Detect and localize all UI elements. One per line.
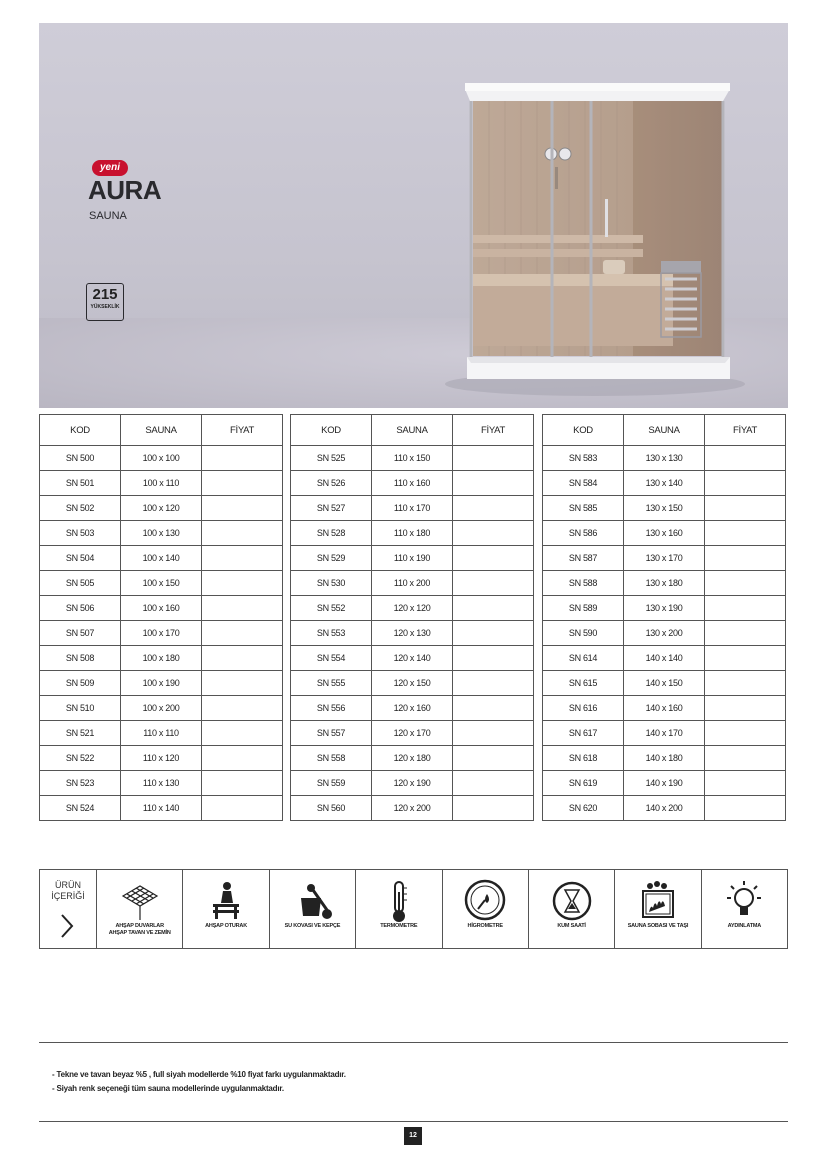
feature-label-line2: AHŞAP TAVAN VE ZEMİN: [108, 930, 171, 936]
hourglass-icon: [547, 876, 597, 926]
product-contents-bar: [39, 869, 788, 949]
height-label: YÜKSEKLİK: [90, 304, 120, 310]
chevron-right-icon: [60, 913, 74, 939]
header-kod: KOD: [40, 415, 121, 446]
cell-kod: SN 500: [40, 446, 121, 471]
cell-sauna: 140 x 170: [624, 721, 705, 746]
table-row: [40, 546, 283, 571]
divider-top: [39, 1042, 788, 1043]
cell-fiyat: [705, 596, 786, 621]
cell-kod: SN 554: [291, 646, 372, 671]
cell-kod: SN 617: [543, 721, 624, 746]
cell-fiyat: [202, 496, 283, 521]
feature-label-line1: SAUNA SOBASI VE TAŞI: [627, 923, 689, 929]
cell-kod: SN 526: [291, 471, 372, 496]
cell-sauna: 110 x 180: [372, 521, 453, 546]
feature-bench: [182, 870, 268, 948]
divider-bottom: [39, 1121, 788, 1122]
cell-fiyat: [453, 596, 534, 621]
cell-fiyat: [705, 721, 786, 746]
table-row: [40, 496, 283, 521]
cell-kod: SN 530: [291, 571, 372, 596]
cell-sauna: 100 x 170: [121, 621, 202, 646]
cell-fiyat: [202, 721, 283, 746]
cell-sauna: 110 x 140: [121, 796, 202, 821]
cell-kod: SN 505: [40, 571, 121, 596]
cell-kod: SN 508: [40, 646, 121, 671]
table-row: [40, 671, 283, 696]
cell-kod: SN 585: [543, 496, 624, 521]
table-row: [291, 471, 534, 496]
cell-sauna: 130 x 190: [624, 596, 705, 621]
cell-kod: SN 506: [40, 596, 121, 621]
sauna-cabin-illustration: [425, 79, 745, 408]
cell-fiyat: [705, 771, 786, 796]
header-kod: KOD: [291, 415, 372, 446]
cell-sauna: 120 x 140: [372, 646, 453, 671]
table-row: [291, 721, 534, 746]
cell-fiyat: [202, 771, 283, 796]
table-row: [543, 521, 786, 546]
cell-sauna: 140 x 140: [624, 646, 705, 671]
table-row: [40, 621, 283, 646]
cell-sauna: 110 x 120: [121, 746, 202, 771]
cell-kod: SN 502: [40, 496, 121, 521]
wood-panel-icon: [115, 876, 165, 926]
header-kod: KOD: [543, 415, 624, 446]
cell-sauna: 100 x 150: [121, 571, 202, 596]
cell-kod: SN 528: [291, 521, 372, 546]
table-row: [543, 771, 786, 796]
cell-sauna: 130 x 160: [624, 521, 705, 546]
cell-kod: SN 588: [543, 571, 624, 596]
bucket-ladle-icon: [287, 876, 337, 926]
header-sauna: SAUNA: [121, 415, 202, 446]
cell-sauna: 120 x 200: [372, 796, 453, 821]
table-row: [543, 696, 786, 721]
note-line-2: - Siyah renk seçeneği tüm sauna modellerinde uygulanmaktadır.: [52, 1084, 284, 1093]
cell-sauna: 110 x 170: [372, 496, 453, 521]
feature-label-line1: SU KOVASI VE KEPÇE: [284, 923, 341, 929]
cell-fiyat: [202, 696, 283, 721]
cell-kod: SN 525: [291, 446, 372, 471]
feature-label-line1: KUM SAATİ: [557, 923, 586, 929]
bench-icon: [201, 876, 251, 926]
cell-sauna: 130 x 150: [624, 496, 705, 521]
table-row: [40, 521, 283, 546]
product-contents-heading: [40, 870, 96, 948]
product-title: AURA: [88, 175, 162, 205]
cell-kod: SN 552: [291, 596, 372, 621]
cell-kod: SN 522: [40, 746, 121, 771]
cell-fiyat: [453, 621, 534, 646]
cell-kod: SN 523: [40, 771, 121, 796]
cell-sauna: 140 x 150: [624, 671, 705, 696]
table-row: [291, 546, 534, 571]
cell-fiyat: [705, 796, 786, 821]
page-number: 12: [404, 1127, 422, 1145]
cell-kod: SN 504: [40, 546, 121, 571]
cell-kod: SN 590: [543, 621, 624, 646]
cell-sauna: 100 x 200: [121, 696, 202, 721]
cell-sauna: 130 x 200: [624, 621, 705, 646]
cell-kod: SN 529: [291, 546, 372, 571]
cell-sauna: 120 x 130: [372, 621, 453, 646]
cell-kod: SN 589: [543, 596, 624, 621]
feature-hourglass: [528, 870, 614, 948]
table-row: [291, 771, 534, 796]
cell-sauna: 130 x 140: [624, 471, 705, 496]
cell-sauna: 110 x 200: [372, 571, 453, 596]
cell-fiyat: [202, 521, 283, 546]
table-row: [291, 496, 534, 521]
cell-kod: SN 616: [543, 696, 624, 721]
table-row: [543, 721, 786, 746]
feature-label-line1: AHŞAP OTURAK: [205, 923, 247, 929]
cell-sauna: 100 x 110: [121, 471, 202, 496]
cell-sauna: 100 x 140: [121, 546, 202, 571]
feature-label-line1: TERMOMETRE: [380, 923, 418, 929]
cell-fiyat: [202, 596, 283, 621]
cell-fiyat: [705, 696, 786, 721]
cell-kod: SN 524: [40, 796, 121, 821]
hygrometer-icon: [460, 876, 510, 926]
table-row: [543, 496, 786, 521]
feature-thermometer: [355, 870, 441, 948]
cell-fiyat: [202, 671, 283, 696]
cell-sauna: 140 x 190: [624, 771, 705, 796]
cell-fiyat: [705, 746, 786, 771]
table-row: [291, 796, 534, 821]
table-row: [40, 771, 283, 796]
cell-kod: SN 507: [40, 621, 121, 646]
cell-fiyat: [453, 771, 534, 796]
header-fiyat: FİYAT: [202, 415, 283, 446]
note-line-1: - Tekne ve tavan beyaz %5 , full siyah modellerde %10 fiyat farkı uygulanmaktadır.: [52, 1070, 346, 1079]
feature-label-line1: HİGROMETRE: [467, 923, 503, 929]
table-row: [40, 721, 283, 746]
table-row: [40, 571, 283, 596]
table-row: [291, 671, 534, 696]
cell-fiyat: [453, 471, 534, 496]
cell-sauna: 100 x 120: [121, 496, 202, 521]
table-row: [291, 521, 534, 546]
cell-fiyat: [453, 521, 534, 546]
cell-fiyat: [705, 446, 786, 471]
cell-sauna: 140 x 200: [624, 796, 705, 821]
cell-kod: SN 620: [543, 796, 624, 821]
feature-bucket-ladle: [269, 870, 355, 948]
table-header-row: [291, 415, 534, 446]
cell-fiyat: [453, 496, 534, 521]
thermometer-icon: [374, 876, 424, 926]
cell-sauna: 100 x 160: [121, 596, 202, 621]
table-row: [543, 671, 786, 696]
cell-kod: SN 557: [291, 721, 372, 746]
cell-sauna: 100 x 180: [121, 646, 202, 671]
cell-fiyat: [202, 746, 283, 771]
cell-fiyat: [453, 796, 534, 821]
cell-fiyat: [705, 521, 786, 546]
cell-sauna: 130 x 130: [624, 446, 705, 471]
cell-kod: SN 501: [40, 471, 121, 496]
cell-sauna: 140 x 180: [624, 746, 705, 771]
cell-fiyat: [202, 621, 283, 646]
price-table-3: [542, 414, 786, 821]
cell-kod: SN 559: [291, 771, 372, 796]
new-badge: yeni: [92, 160, 128, 176]
cell-sauna: 130 x 170: [624, 546, 705, 571]
cell-fiyat: [202, 646, 283, 671]
table-row: [40, 471, 283, 496]
header-sauna: SAUNA: [372, 415, 453, 446]
feature-hygrometer: [442, 870, 528, 948]
feature-label-line1: AHŞAP DUVARLAR: [115, 923, 164, 929]
feature-label-line1: AYDINLATMA: [727, 923, 762, 929]
cell-sauna: 120 x 150: [372, 671, 453, 696]
header-fiyat: FİYAT: [453, 415, 534, 446]
cell-kod: SN 615: [543, 671, 624, 696]
cell-sauna: 110 x 110: [121, 721, 202, 746]
heading-line2: İÇERİĞİ: [51, 891, 85, 901]
cell-fiyat: [453, 746, 534, 771]
table-row: [291, 696, 534, 721]
table-row: [291, 621, 534, 646]
cell-kod: SN 555: [291, 671, 372, 696]
table-row: [291, 646, 534, 671]
cell-fiyat: [705, 621, 786, 646]
cell-kod: SN 618: [543, 746, 624, 771]
cell-sauna: 140 x 160: [624, 696, 705, 721]
cell-sauna: 120 x 160: [372, 696, 453, 721]
table-row: [543, 571, 786, 596]
cell-fiyat: [705, 571, 786, 596]
cell-sauna: 120 x 180: [372, 746, 453, 771]
cell-fiyat: [202, 446, 283, 471]
cell-fiyat: [202, 471, 283, 496]
cell-kod: SN 558: [291, 746, 372, 771]
height-value: 215: [92, 286, 118, 303]
table-row: [543, 546, 786, 571]
feature-lighting: [701, 870, 787, 948]
cell-fiyat: [453, 646, 534, 671]
cell-kod: SN 586: [543, 521, 624, 546]
cell-kod: SN 503: [40, 521, 121, 546]
cell-sauna: 110 x 190: [372, 546, 453, 571]
cell-fiyat: [705, 546, 786, 571]
cell-kod: SN 556: [291, 696, 372, 721]
stove-stones-icon: [633, 876, 683, 926]
cell-kod: SN 614: [543, 646, 624, 671]
cell-fiyat: [453, 571, 534, 596]
cell-fiyat: [705, 671, 786, 696]
cell-sauna: 100 x 100: [121, 446, 202, 471]
table-row: [291, 596, 534, 621]
cell-kod: SN 560: [291, 796, 372, 821]
table-row: [40, 796, 283, 821]
table-row: [543, 621, 786, 646]
feature-wood-panels: [96, 870, 182, 948]
header-sauna: SAUNA: [624, 415, 705, 446]
table-row: [543, 596, 786, 621]
cell-kod: SN 587: [543, 546, 624, 571]
cell-sauna: 120 x 190: [372, 771, 453, 796]
table-row: [291, 446, 534, 471]
table-row: [40, 646, 283, 671]
table-header-row: [40, 415, 283, 446]
price-table-2: [290, 414, 534, 821]
cell-kod: SN 584: [543, 471, 624, 496]
cell-sauna: 110 x 150: [372, 446, 453, 471]
table-row: [40, 746, 283, 771]
table-row: [543, 646, 786, 671]
table-row: [543, 446, 786, 471]
cell-sauna: 110 x 130: [121, 771, 202, 796]
cell-kod: SN 527: [291, 496, 372, 521]
heading-line1: ÜRÜN: [55, 880, 81, 890]
cell-fiyat: [705, 496, 786, 521]
cell-fiyat: [202, 571, 283, 596]
header-fiyat: FİYAT: [705, 415, 786, 446]
cell-sauna: 120 x 120: [372, 596, 453, 621]
cell-fiyat: [202, 796, 283, 821]
cell-fiyat: [453, 696, 534, 721]
table-row: [291, 571, 534, 596]
table-row: [40, 446, 283, 471]
table-row: [40, 696, 283, 721]
cell-fiyat: [705, 646, 786, 671]
cell-sauna: 100 x 190: [121, 671, 202, 696]
table-row: [291, 746, 534, 771]
hero-image: [39, 23, 788, 408]
cell-fiyat: [453, 671, 534, 696]
table-row: [543, 796, 786, 821]
table-row: [543, 746, 786, 771]
height-badge: [86, 283, 124, 321]
cell-kod: SN 583: [543, 446, 624, 471]
cell-kod: SN 509: [40, 671, 121, 696]
table-row: [543, 471, 786, 496]
table-header-row: [543, 415, 786, 446]
feature-stove-stones: [614, 870, 700, 948]
table-row: [40, 596, 283, 621]
cell-fiyat: [453, 721, 534, 746]
cell-kod: SN 619: [543, 771, 624, 796]
lightbulb-icon: [719, 876, 769, 926]
cell-fiyat: [705, 471, 786, 496]
cell-kod: SN 553: [291, 621, 372, 646]
cell-fiyat: [453, 446, 534, 471]
price-table-1: [39, 414, 283, 821]
cell-fiyat: [202, 546, 283, 571]
cell-sauna: 100 x 130: [121, 521, 202, 546]
cell-kod: SN 510: [40, 696, 121, 721]
product-subtitle: SAUNA: [89, 210, 127, 222]
cell-fiyat: [453, 546, 534, 571]
cell-sauna: 120 x 170: [372, 721, 453, 746]
cell-sauna: 110 x 160: [372, 471, 453, 496]
cell-kod: SN 521: [40, 721, 121, 746]
cell-sauna: 130 x 180: [624, 571, 705, 596]
